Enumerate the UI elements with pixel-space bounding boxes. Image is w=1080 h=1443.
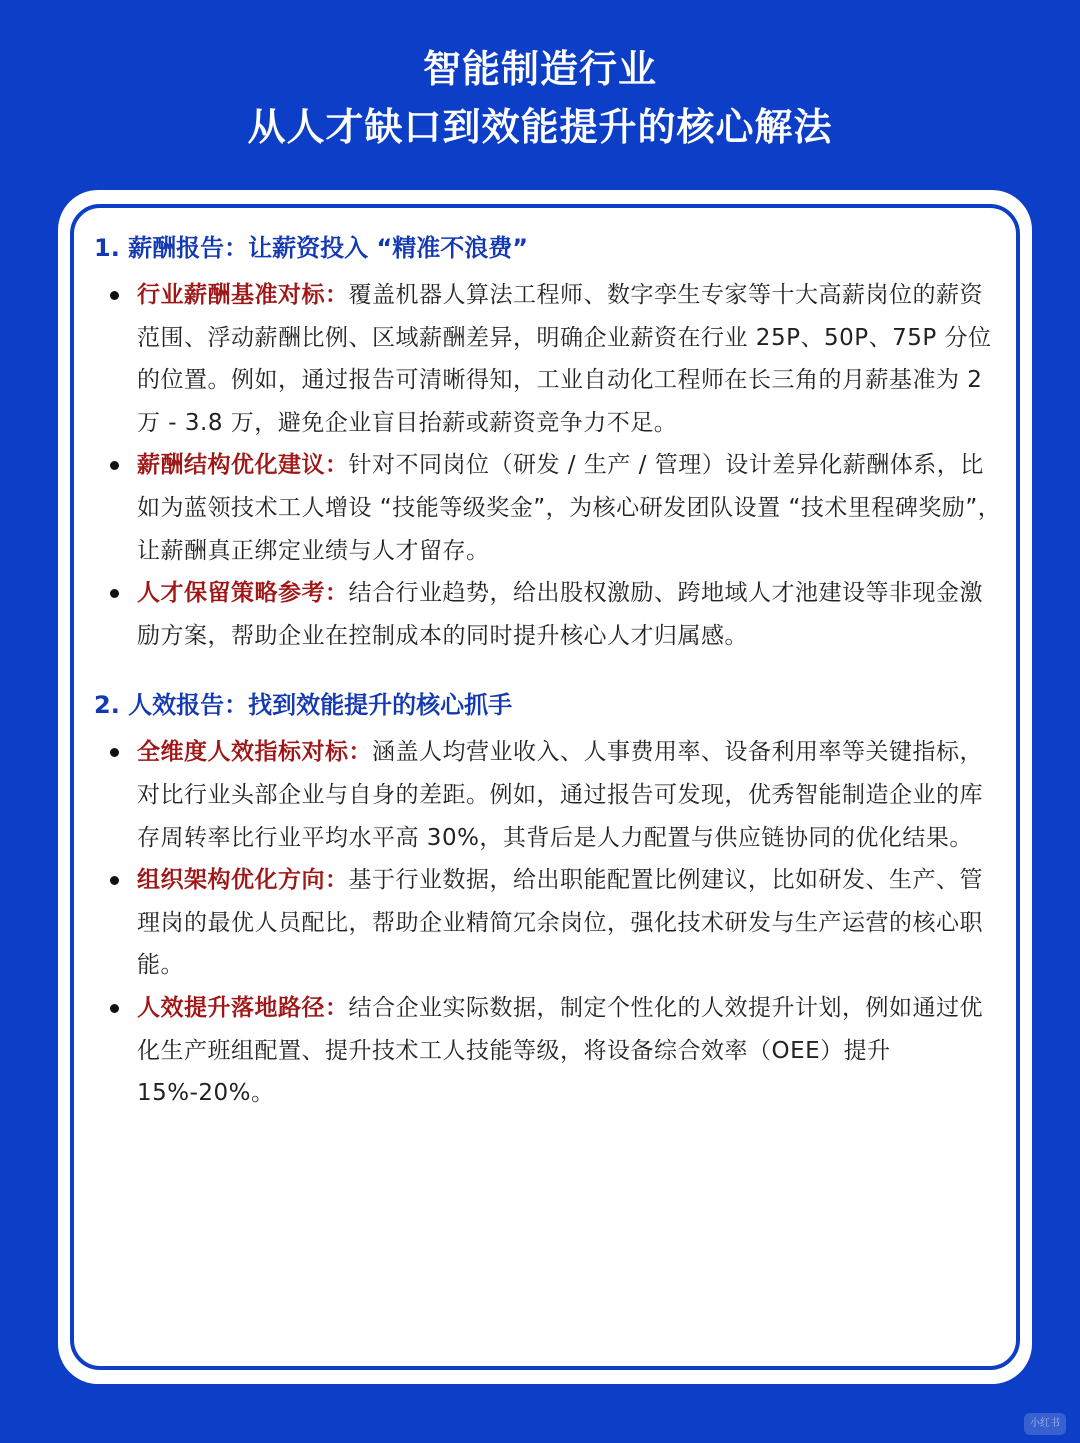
card-content — [94, 222, 1004, 1137]
section-list — [94, 731, 1004, 1114]
section-salary-report — [94, 222, 1004, 657]
list-item — [94, 731, 1004, 859]
item-text: 结合行业趋势，给出股权激励、跨地域人才池建设等非现金激励方案，帮助企业在控制成本的同时提升核心人才归属感。 — [137, 580, 983, 649]
item-lead: 组织架构优化方向： — [137, 867, 349, 894]
item-text: 涵盖人均营业收入、人事费用率、设备利用率等关键指标，对比行业头部企业与自身的差距。例如，通过报告可发现，优秀智能制造企业的库存周转率比行业平均水平高 30%，其背后是人力配置与供应链协同的优化结果。 — [137, 739, 983, 851]
title-line-2: 从人才缺口到效能提升的核心解法 — [247, 105, 833, 149]
item-lead: 行业薪酬基准对标： — [137, 282, 349, 308]
list-item — [94, 572, 1004, 657]
page-title — [0, 40, 1080, 156]
bullet-dot-icon — [110, 748, 119, 757]
list-item — [94, 859, 1004, 987]
bullet-dot-icon — [110, 589, 119, 598]
item-lead: 全维度人效指标对标： — [137, 739, 372, 766]
bullet-dot-icon — [110, 1004, 119, 1013]
list-item — [94, 444, 1004, 572]
watermark-logo: 小红书 — [1024, 1413, 1066, 1435]
item-text: 基于行业数据，给出职能配置比例建议，比如研发、生产、管理岗的最优人员配比，帮助企业精简冗余岗位，强化技术研发与生产运营的核心职能。 — [137, 867, 983, 979]
bullet-dot-icon — [110, 461, 119, 470]
section-efficiency-report — [94, 679, 1004, 1114]
item-text: 覆盖机器人算法工程师、数字孪生专家等十大高薪岗位的薪资范围、浮动薪酬比例、区域薪酬差异，明确企业薪资在行业 25P、50P、75P 分位的位置。例如，通过报告可清晰得知，工业自动化工程师在长三角的月薪基准为 2 万 - 3.8 万，避免企业盲目抬薪或薪资竞争力不足。 — [137, 282, 992, 436]
bullet-dot-icon — [110, 291, 119, 300]
item-text: 结合企业实际数据，制定个性化的人效提升计划，例如通过优化生产班组配置、提升技术工人技能等级，将设备综合效率（OEE）提升 15%-20%。 — [137, 994, 983, 1107]
section-list — [94, 274, 1004, 657]
item-lead: 薪酬结构优化建议： — [137, 452, 349, 479]
section-heading: 1. 薪酬报告：让薪资投入 “精准不浪费” — [94, 234, 529, 262]
item-lead: 人效提升落地路径： — [137, 994, 349, 1021]
list-item — [94, 274, 1004, 444]
bullet-dot-icon — [110, 876, 119, 885]
list-item — [94, 987, 1004, 1115]
item-text: 针对不同岗位（研发 / 生产 / 管理）设计差异化薪酬体系，比如为蓝领技术工人增设 “技能等级奖金”，为核心研发团队设置 “技术里程碑奖励”，让薪酬真正绑定业绩与人才留存。 — [137, 452, 1002, 564]
title-line-1: 智能制造行业 — [422, 47, 657, 91]
section-heading: 2. 人效报告：找到效能提升的核心抓手 — [94, 691, 513, 720]
item-lead: 人才保留策略参考： — [137, 580, 349, 607]
